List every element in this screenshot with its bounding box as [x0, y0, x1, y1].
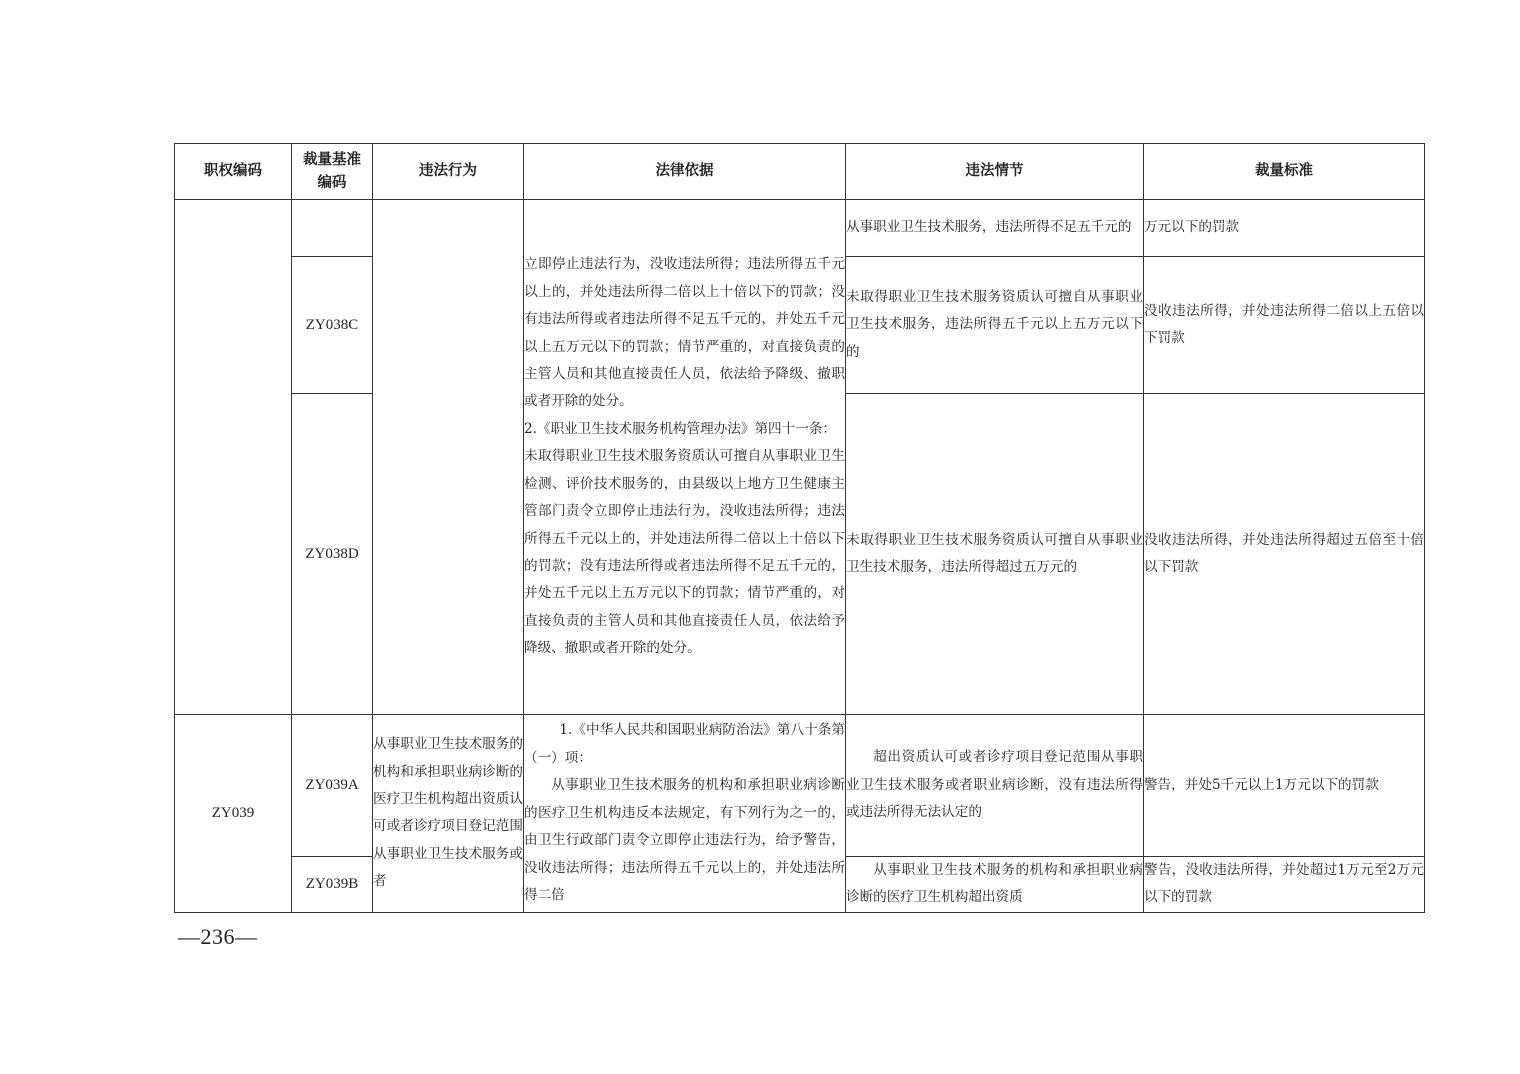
- table-row: [175, 715, 1425, 857]
- header-row: [175, 144, 1425, 200]
- standard-cell: 没收违法所得，并处违法所得超过五倍至十倍以下罚款: [1144, 394, 1425, 715]
- header-violation: 违法行为: [373, 144, 524, 200]
- header-legal-basis: 法律依据: [524, 144, 846, 200]
- circumstance-cell: 从事职业卫生技术服务，违法所得不足五千元的: [846, 200, 1144, 257]
- circumstance-cell: 未取得职业卫生技术服务资质认可擅自从事职业卫生技术服务，违法所得五千元以上五万元以下的: [846, 257, 1144, 394]
- table-row: [175, 200, 1425, 257]
- legal-basis-part2-title: 2.《职业卫生技术服务机构管理办法》第四十一条：: [524, 420, 837, 437]
- header-standard: 裁量标准: [1144, 144, 1425, 200]
- page-number: —236—: [178, 924, 258, 949]
- standard-cell: 没收违法所得，并处违法所得二倍以上五倍以下罚款: [1144, 257, 1425, 394]
- violation-cell-038: [373, 200, 524, 715]
- discretion-code-cell: ZY039B: [292, 857, 373, 913]
- standard-cell: 警告，并处5千元以上1万元以下的罚款: [1144, 715, 1425, 857]
- legal-basis-part2-body: 未取得职业卫生技术服务资质认可擅自从事职业卫生检测、评价技术服务的，由县级以上地方卫生健康主管部门责令立即停止违法行为，没收违法所得；违法所得五千元以上的，并处违法所得二倍以上十倍以下的罚款；没有违法所得或者违法所得不足五千元的，并处五千元以上五万元以下的罚款；情节严重的，对直接负责的主管人员和其他直接责任人员，依法给予降级、撤职或者开除的处分。: [524, 448, 845, 657]
- authority-code-cell-038: [175, 200, 292, 715]
- discretion-code-cell: ZY039A: [292, 715, 373, 857]
- circumstance-cell: 从事职业卫生技术服务的机构和承担职业病诊断的医疗卫生机构超出资质: [846, 857, 1144, 913]
- violation-cell-039: 从事职业卫生技术服务的机构和承担职业病诊断的医疗卫生机构超出资质认可或者诊疗项目登记范围从事职业卫生技术服务或者: [373, 715, 524, 913]
- standard-cell: 万元以下的罚款: [1144, 200, 1425, 257]
- discretion-standard-table: [174, 143, 1425, 913]
- header-discretion-code-line1: 裁量基准: [303, 151, 361, 168]
- circumstance-cell: 超出资质认可或者诊疗项目登记范围从事职业卫生技术服务或者职业病诊断，没有违法所得或违法所得无法认定的: [846, 715, 1144, 857]
- header-discretion-code-line2: 编码: [317, 174, 347, 191]
- legal-basis-body: 从事职业卫生技术服务的机构和承担职业病诊断的医疗卫生机构违反本法规定，有下列行为之一的，由卫生行政部门责令立即停止违法行为，给予警告，没收违法所得；违法所得五千元以上的，并处违法所得二倍: [524, 777, 845, 903]
- header-authority-code: 职权编码: [175, 144, 292, 200]
- standard-cell: 警告，没收违法所得，并处超过1万元至2万元以下的罚款: [1144, 857, 1425, 913]
- legal-basis-cell-038: [524, 200, 846, 715]
- discretion-code-cell: [292, 200, 373, 257]
- legal-basis-part1: 立即停止违法行为，没收违法所得；违法所得五千元以上的，并处违法所得二倍以上十倍以下的罚款；没有违法所得或者违法所得不足五千元的，并处五千元以上五万元以下的罚款；情节严重的，对直接负责的主管人员和其他直接责任人员，依法给予降级、撤职或者开除的处分。: [524, 256, 845, 410]
- legal-basis-title: 1.《中华人民共和国职业病防治法》第八十条第（一）项：: [524, 722, 845, 766]
- legal-basis-cell-039: [524, 715, 846, 913]
- circumstance-cell: 未取得职业卫生技术服务资质认可擅自从事职业卫生技术服务，违法所得超过五万元的: [846, 394, 1144, 715]
- discretion-code-cell: ZY038D: [292, 394, 373, 715]
- discretion-code-cell: ZY038C: [292, 257, 373, 394]
- authority-code-cell-039: ZY039: [175, 715, 292, 913]
- header-circumstance: 违法情节: [846, 144, 1144, 200]
- header-discretion-code: [292, 144, 373, 200]
